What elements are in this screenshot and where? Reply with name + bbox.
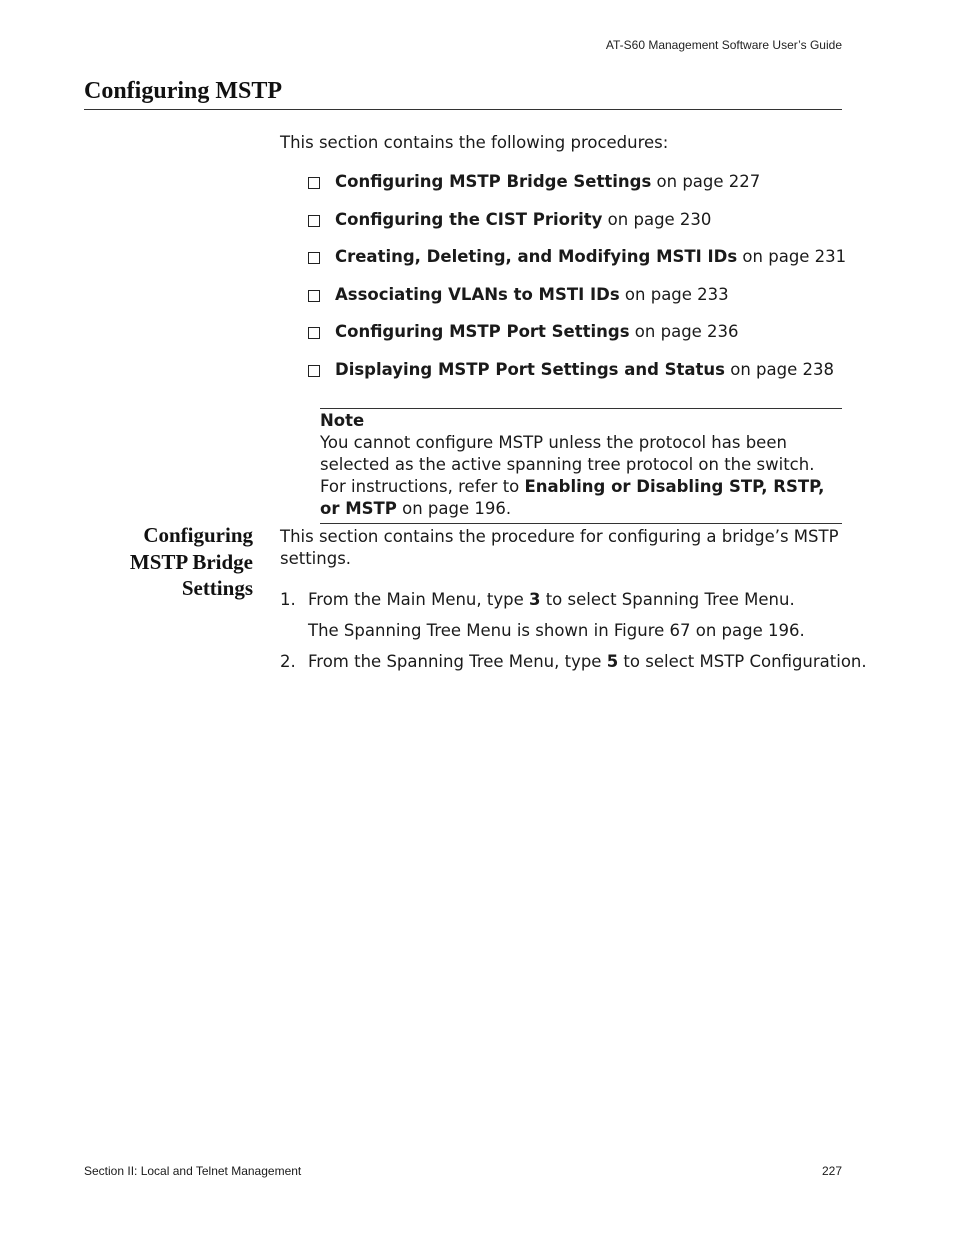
procedure-link[interactable]: Creating, Deleting, and Modifying MSTI IDs [335,247,738,267]
procedure-page-ref: on page 233 [619,284,729,304]
procedure-page-ref: on page 238 [725,359,834,379]
checkbox-bullet-icon [308,365,320,377]
procedure-link[interactable]: Configuring MSTP Port Settings [335,322,630,342]
section-intro: This section contains the procedure for configuring a bridge’s MSTP settings. [280,527,839,568]
section-heading-line: Settings [181,576,253,600]
procedure-text [335,360,834,379]
procedure-text [335,285,729,304]
step-key: 5 [606,652,619,671]
step-number: 1. [280,590,296,609]
checkbox-bullet-icon [308,327,320,339]
list-item [308,285,846,323]
procedure-text [335,247,846,266]
step-result: The Spanning Tree Menu is shown in Figure 67 on page 196. [308,621,805,640]
step-text: to select Spanning Tree Menu. [540,590,795,609]
step-text: From the Spanning Tree Menu, type [308,652,607,671]
list-item [308,247,846,285]
note-box [320,408,842,524]
section-heading-line: Configuring [143,523,253,547]
note-page-ref: on page 196. [396,499,512,518]
page-title: Configuring MSTP [84,78,283,104]
list-item [308,360,846,398]
note-link[interactable]: Enabling or Disabling STP, RSTP, or MSTP [320,477,825,518]
step-text: to select MSTP Configuration. [618,652,867,671]
procedure-text [335,322,739,341]
footer-section-label: Section II: Local and Telnet Management [84,1164,302,1178]
section-heading-line: MSTP Bridge [129,549,253,574]
list-item [308,172,846,210]
procedure-page-ref: on page 236 [629,322,739,342]
checkbox-bullet-icon [308,290,320,302]
intro-text: This section contains the following procedures: [280,133,669,152]
title-rule [84,109,842,110]
procedure-page-ref: on page 231 [737,247,847,267]
checkbox-bullet-icon [308,252,320,264]
procedure-text [335,172,760,191]
checkbox-bullet-icon [308,177,320,189]
procedure-link[interactable]: Associating VLANs to MSTI IDs [335,284,620,304]
footer-page-number: 227 [821,1164,842,1178]
note-text: You cannot configure MSTP unless the protocol has been selected as the active spanning tree protocol on the switch. For instructions, refer to [320,433,815,496]
list-item [308,322,846,360]
list-item [308,210,846,248]
procedure-link[interactable]: Configuring the CIST Priority [335,209,603,229]
step-text: From the Main Menu, type [308,590,529,609]
step-number: 2. [280,652,296,671]
note-title: Note [320,411,365,430]
procedure-link[interactable]: Configuring MSTP Bridge Settings [335,172,652,191]
note-body [320,432,842,520]
procedure-page-ref: on page 230 [602,209,712,229]
procedure-link[interactable]: Displaying MSTP Port Settings and Status [335,359,725,379]
procedure-page-ref: on page 227 [651,172,761,191]
running-header: AT-S60 Management Software User’s Guide [605,38,842,52]
procedure-list [308,172,846,398]
step-item [280,652,867,671]
section-heading [84,522,253,602]
step-key: 3 [528,590,541,609]
step-item [280,590,795,609]
checkbox-bullet-icon [308,215,320,227]
procedure-text [335,210,711,229]
